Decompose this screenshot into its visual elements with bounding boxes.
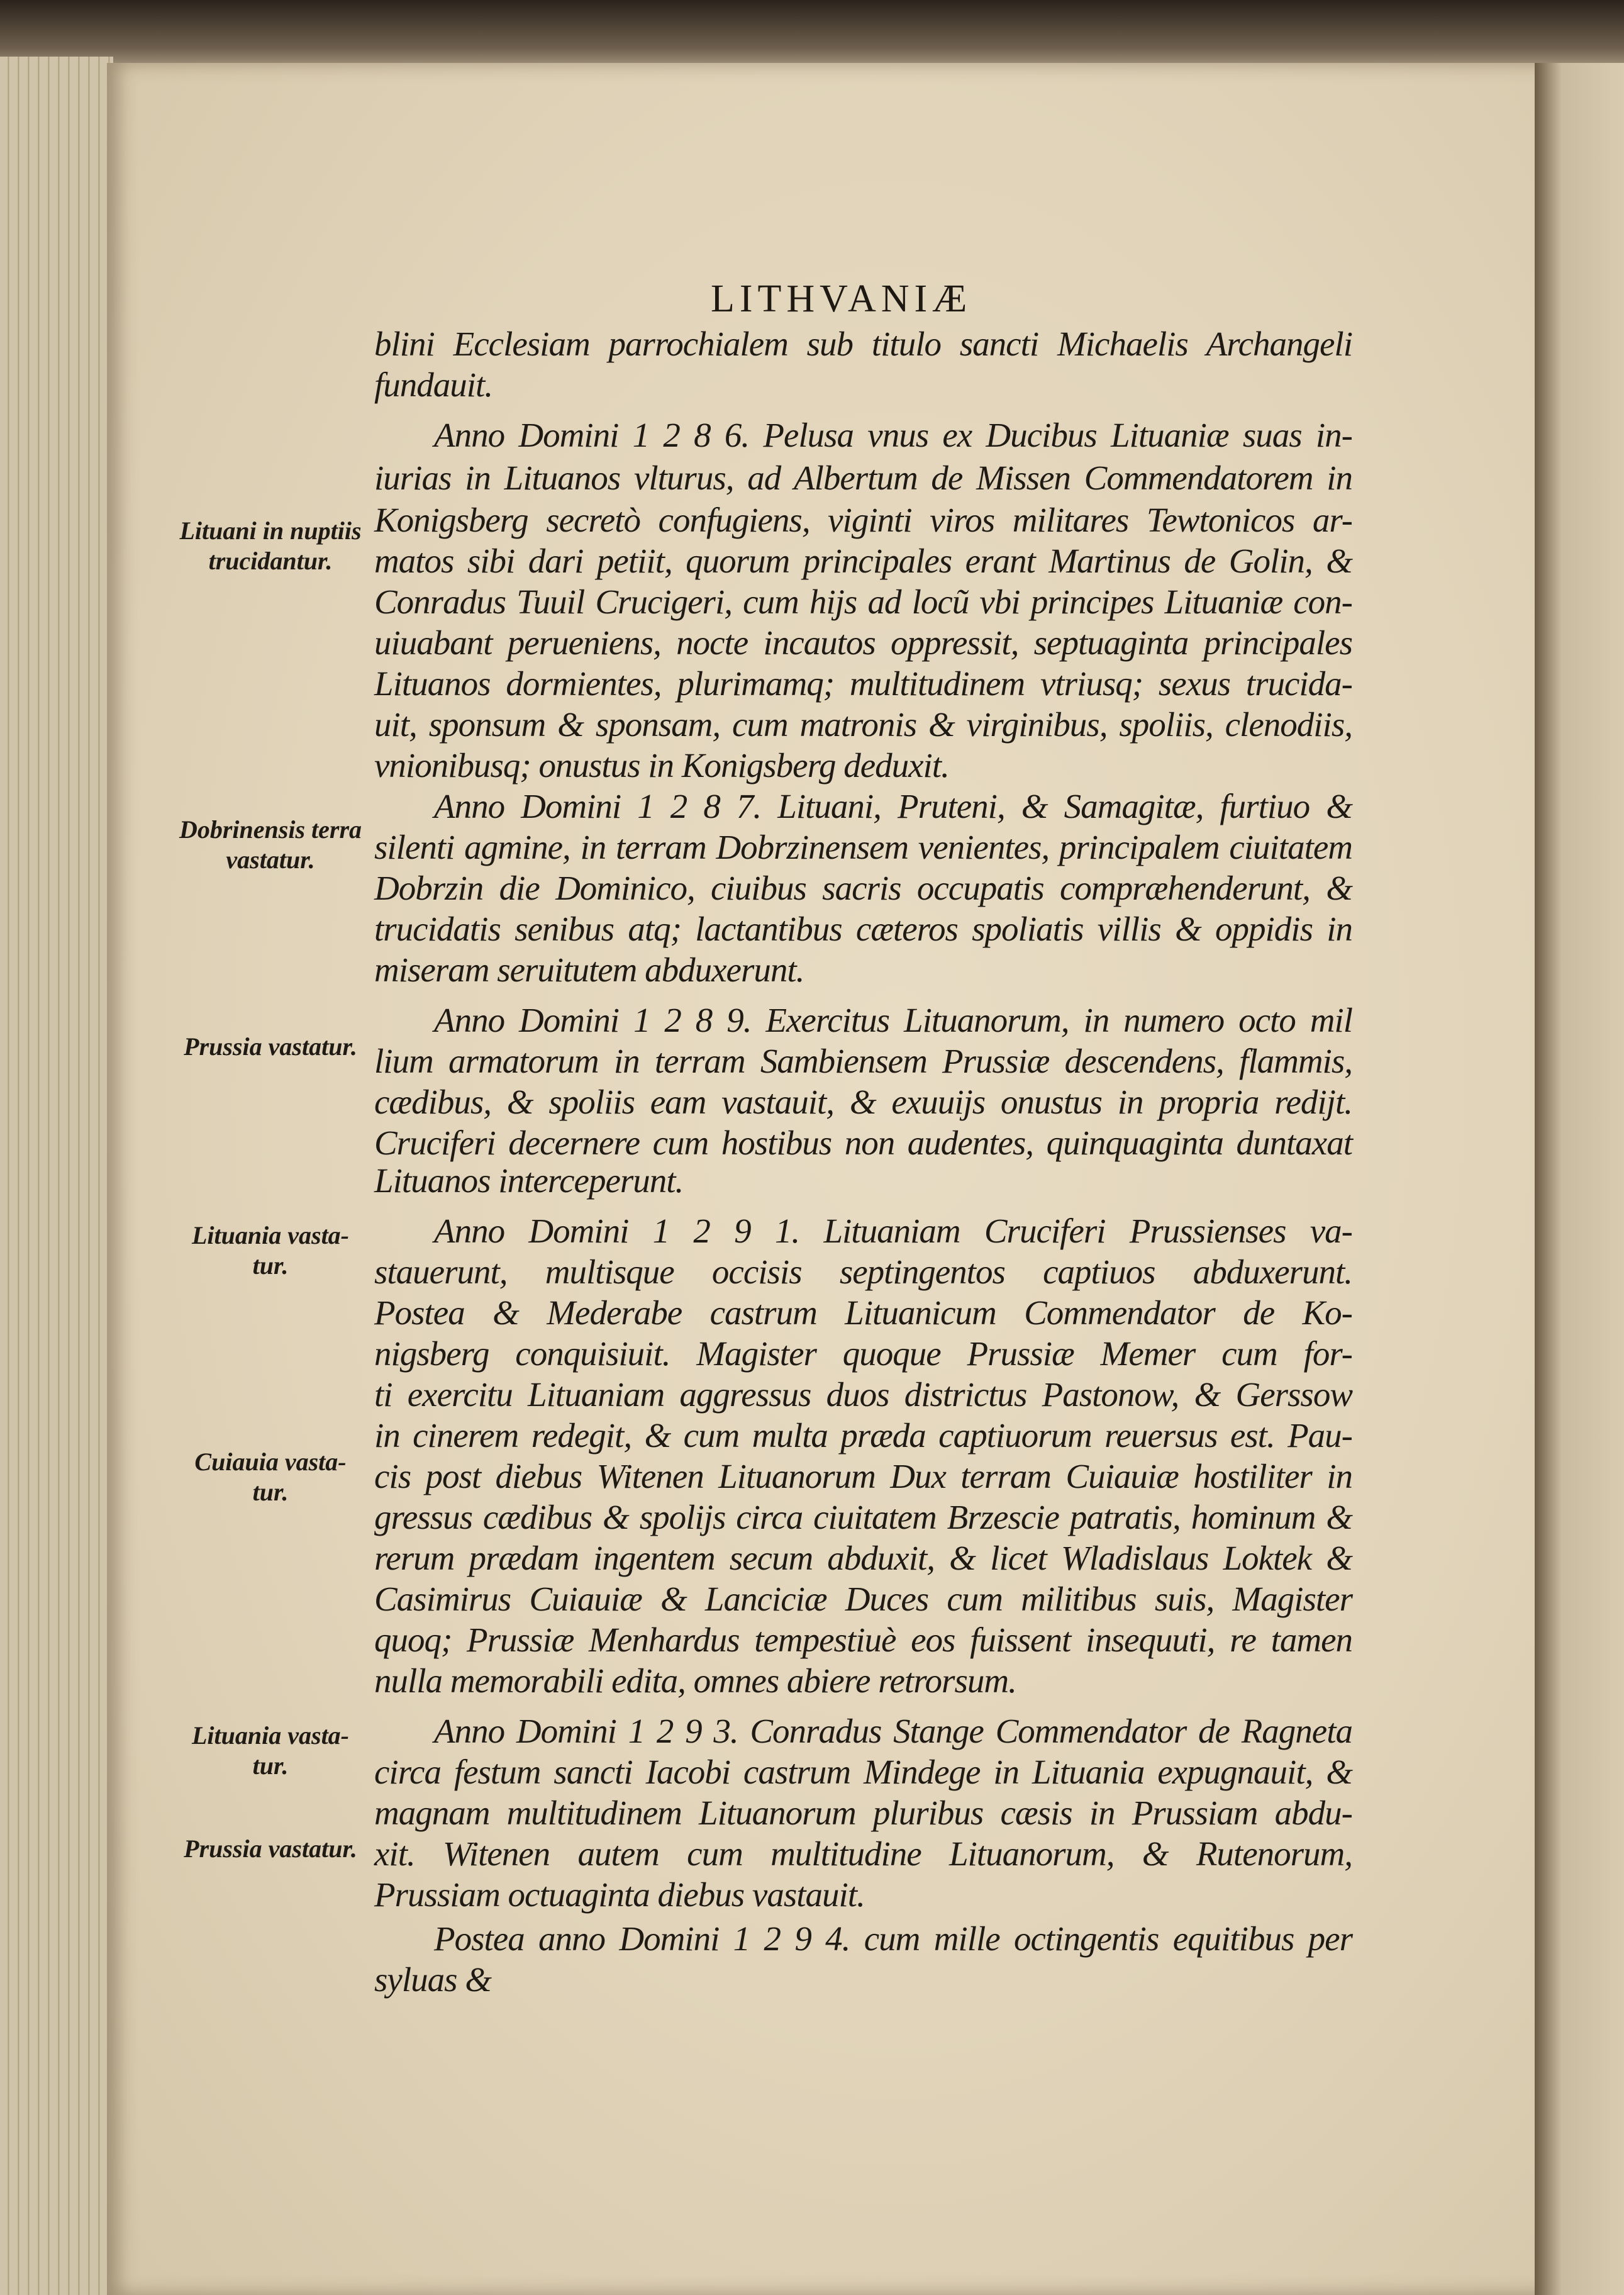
margin-note-line: Lituania vasta- bbox=[191, 1221, 350, 1249]
text-line: uiuabant perueniens, nocte incautos oppressit, septuaginta principales bbox=[374, 623, 1352, 662]
margin-note-line: Lituani in nuptiis bbox=[179, 517, 362, 545]
text-line: lium armatorum in terram Sambiensem Prussiæ descendens, flammis, bbox=[374, 1042, 1352, 1080]
text-line: nulla memorabili edita, omnes abiere retrorsum. bbox=[374, 1661, 1016, 1700]
text-line: matos sibi dari petiit, quorum principales erant Martinus de Golin, & bbox=[374, 542, 1352, 580]
text-line: Dobrzin die Dominico, ciuibus sacris occupatis compræhenderunt, & bbox=[374, 869, 1352, 907]
text-line: Postea anno Domini 1 2 9 4. cum mille octingentis equitibus per bbox=[434, 1919, 1352, 1958]
facing-page-edge bbox=[1535, 63, 1624, 2295]
margin-note-line: tur. bbox=[252, 1478, 289, 1506]
margin-note bbox=[170, 1834, 371, 1864]
text-line: iurias in Lituanos vlturus, ad Albertum de Missen Commendatorem in bbox=[374, 459, 1352, 497]
margin-note-line: vastatur. bbox=[226, 846, 315, 874]
text-line: vnionibusq; onustus in Konigsberg deduxit. bbox=[374, 746, 949, 785]
text-line: uit, sponsum & sponsam, cum matronis & virginibus, spoliis, clenodiis, bbox=[374, 705, 1352, 744]
text-line: trucidatis senibus atq; lactantibus cæteros spoliatis villis & oppidis in bbox=[374, 910, 1352, 948]
text-line: stauerunt, multisque occisis septingentos captiuos abduxerunt. bbox=[374, 1253, 1352, 1291]
text-line: miseram seruitutem abduxerunt. bbox=[374, 951, 804, 989]
margin-note-line: Prussia vastatur. bbox=[184, 1834, 357, 1863]
text-line: silenti agmine, in terram Dobrzinensem venientes, principalem ciuitatem bbox=[374, 828, 1352, 866]
text-line: ti exercitu Lituaniam aggressus duos districtus Pastonow, & Gerssow bbox=[374, 1375, 1352, 1414]
text-line: quoq; Prussiæ Menhardus tempestiuè eos fuissent insequuti, re tamen bbox=[374, 1621, 1352, 1659]
text-line: nigsberg conquisiuit. Magister quoque Prussiæ Memer cum for- bbox=[374, 1334, 1352, 1373]
margin-note-line: Prussia vastatur. bbox=[184, 1032, 357, 1061]
text-line: cis post diebus Witenen Lituanorum Dux terram Cuiauiæ hostiliter in bbox=[374, 1457, 1352, 1495]
text-line: Postea & Mederabe castrum Lituanicum Commendator de Ko- bbox=[374, 1293, 1352, 1332]
text-line: Anno Domini 1 2 8 6. Pelusa vnus ex Ducibus Lituaniæ suas in- bbox=[434, 416, 1352, 454]
text-line: magnam multitudinem Lituanorum pluribus cæsis in Prussiam abdu- bbox=[374, 1794, 1352, 1832]
text-line: Anno Domini 1 2 8 7. Lituani, Pruteni, & Samagitæ, furtiuo & bbox=[434, 787, 1352, 825]
text-line: Conradus Tuuil Crucigeri, cum hijs ad locũ vbi principes Lituaniæ con- bbox=[374, 583, 1352, 621]
margin-note-line: Dobrinensis terra bbox=[179, 815, 362, 844]
margin-note bbox=[170, 1220, 371, 1281]
margin-note-line: trucidantur. bbox=[208, 547, 333, 575]
text-line: xit. Witenen autem cum multitudine Lituanorum, & Rutenorum, bbox=[374, 1834, 1352, 1873]
margin-note bbox=[170, 516, 371, 576]
margin-note bbox=[170, 1032, 371, 1062]
text-line: Konigsberg secretò confugiens, viginti viros militares Tewtonicos ar- bbox=[374, 501, 1352, 539]
text-line: circa festum sancti Iacobi castrum Mindege in Lituania expugnauit, & bbox=[374, 1753, 1352, 1791]
text-line: in cinerem redegit, & cum multa præda captiuorum reuersus est. Pau- bbox=[374, 1416, 1352, 1455]
margin-note-line: Cuiauia vasta- bbox=[194, 1448, 347, 1476]
margin-note-line: Lituania vasta- bbox=[191, 1721, 350, 1750]
page-stack-edge bbox=[0, 57, 113, 2295]
margin-note bbox=[170, 1721, 371, 1781]
text-line: Anno Domini 1 2 9 1. Lituaniam Cruciferi Prussienses va- bbox=[434, 1212, 1352, 1250]
margin-note-line: tur. bbox=[252, 1251, 289, 1280]
text-line: syluas & bbox=[374, 1960, 492, 1999]
margin-note bbox=[170, 1447, 371, 1507]
text-line: rerum prædam ingentem secum abduxit, & licet Wladislaus Loktek & bbox=[374, 1539, 1352, 1577]
running-title: LITHVANIÆ bbox=[711, 277, 972, 320]
text-line: Lituanos interceperunt. bbox=[374, 1161, 684, 1200]
text-line: Anno Domini 1 2 9 3. Conradus Stange Commendator de Ragneta bbox=[434, 1712, 1352, 1750]
text-line: Prussiam octuaginta diebus vastauit. bbox=[374, 1875, 865, 1914]
text-line: Lituanos dormientes, plurimamq; multitudinem vtriusq; sexus trucida- bbox=[374, 664, 1352, 703]
text-line: Cruciferi decernere cum hostibus non audentes, quinquaginta duntaxat bbox=[374, 1124, 1352, 1162]
text-line: Anno Domini 1 2 8 9. Exercitus Lituanorum, in numero octo mil bbox=[434, 1001, 1352, 1039]
text-line: cædibus, & spoliis eam vastauit, & exuuijs onustus in propria redijt. bbox=[374, 1083, 1352, 1121]
text-line: gressus cædibus & spolijs circa ciuitatem Brzescie patratis, hominum & bbox=[374, 1498, 1352, 1536]
book-top-edge bbox=[0, 0, 1624, 69]
text-line: fundauit. bbox=[374, 366, 493, 404]
text-line: blini Ecclesiam parrochialem sub titulo sancti Michaelis Archangeli bbox=[374, 325, 1352, 363]
margin-note bbox=[170, 815, 371, 875]
margin-note-line: tur. bbox=[252, 1751, 289, 1780]
text-line: Casimirus Cuiauiæ & Lanciciæ Duces cum militibus suis, Magister bbox=[374, 1580, 1352, 1618]
